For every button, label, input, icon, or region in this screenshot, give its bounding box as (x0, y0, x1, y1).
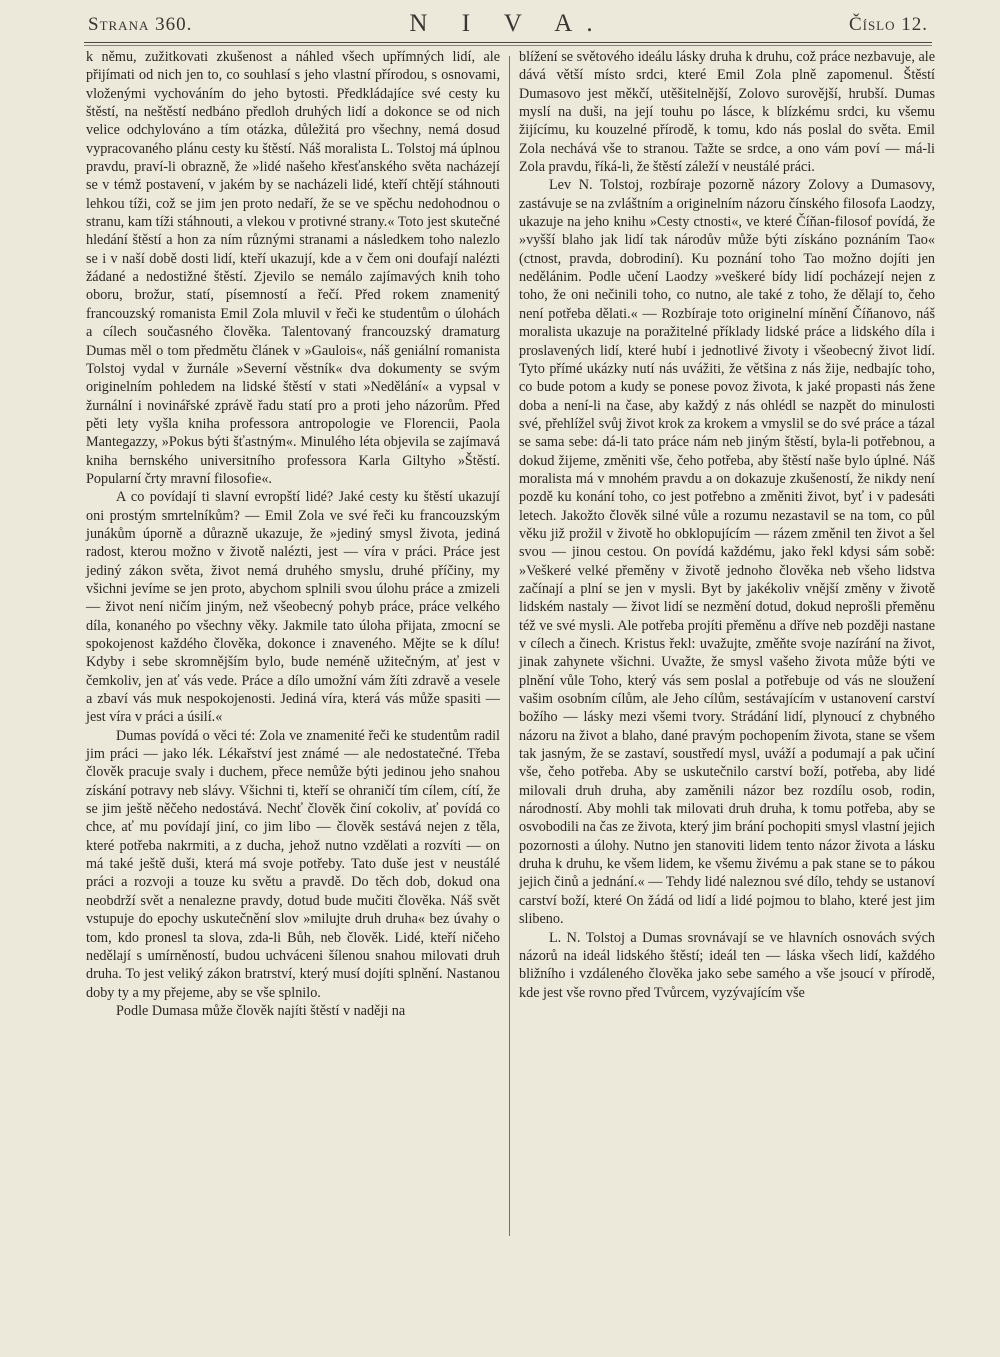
left-paragraph-2: A co povídají ti slavní evropští lidé? Jaké cesty ku štěstí ukazují oni prostým smrtelníkům? — Emil Zola ve své řeči ku francouzským junákům úporně a důrazně ukazuje, že »jediný smysl života, jediná radost, kterou možno v životě nalézti, jest — víra v práci. Práce jest jediný zákon světa, život nemá druhého smyslu, druhé příčiny, my všichni jevíme se jen proto, abychom splnili svou úlohu práce a zmizeli — život není ničím jiným, než všeobecný pohyb práce, práce velkého díla, konaného po všechny věky. Jakmile tato úloha přijata, zmocní se spokojenost každého člověka, dokonce i znaveného. Mějte se k dílu! Kdyby i sebe skromnějším bylo, bude neméně užitečným, ať jest v čemkoliv, jen ať vás vede. Práce a dílo umožní vám žíti zdravě a vesele a zbaví vás muk nespokojenosti. Jediná víra, která vás může spasiti — jest víra v práci a úsilí.« (86, 489, 500, 726)
left-column (86, 48, 500, 1020)
left-paragraph-4: Podle Dumasa může člověk najíti štěstí v naději na (116, 1002, 406, 1019)
left-paragraph-1: k němu, zužitkovati zkušenost a náhled všech upřímných lidí, ale přijímati od nich jen to, co souhlasí s jeho vlastní přírodou, s osnovami, vloženými vychováním do jeho bytosti. Předkládajíce své cesty ku štěstí, na neštěstí nedbáno předloh druhých lidí a dokonce se od nich velice odchylováno a tím otázka, důležitá pro všechny, nemá dosud vypracovaného plánu cesty ku štěstí. Náš moralista L. Tolstoj má úplnou pravdu, praví-li obrazně, že »lidé našeho křesťanského světa nacházejí se v témž postavení, v jakém by se nacházeli lidé, kteří chtějí stáhnouti lehkou tíži, což se jim jen proto nedaří, že se ve spěchu nedohodnou o stranu, kam tíži stáhnouti, a vlekou v protivné strany.« Toto jest skutečné hledání štěstí a hon za ním různými stranami a následkem toho nalezlo se i v naší době dosti lidí, kteří ukazují, kde a v čem oni doufají nalézti žádané a nedostižné štěstí. Zjevilo se nemálo zajímavých knih toho oboru, brožur, statí, písemností a řečí. Před rokem znamenitý francouzský romanista Emil Zola mluvil v řeči ke studentům o úlohách a cílech současného člověka. Talentovaný francouzský dramaturg Dumas měl o tom předmětu článek v »Gaulois«, náš geniální romanista Tolstoj vydal v žurnále »Severní věstník« dva dokumenty se svým originelním pohledem na lidské štěstí v stati »Nedělání« a vypsal v žurnální i novinářské zprávě řadu statí pro a proti jeho názorům. Před pěti lety vyšla kniha professora antropologie ve Florencii, Paola Mantegazzy, »Pokus býti šťastným«. Minulého léta objevila se zajímavá kniha bernského universitního professora Karla Giltyho »Štěstí. Popularní črty mravní filosofie«. (86, 49, 500, 487)
right-column (519, 48, 935, 1002)
journal-title: N I V A. (409, 10, 607, 37)
right-paragraph-1: blížení se světového ideálu lásky druha k druhu, což práce nezbavuje, ale dává větší místo srdci, které Emil Zola plně zapomenul. Štěstí Dumasovo jest měkčí, utěšitelnější, Zolovo surovější, hrubší. Dumas myslí na duši, na její touhu po lásce, k blízkému srdci, ku všemu žijícímu, ku kouzelné přírodě, k tomu, kdo nás poslal do světa. Emil Zola nechává vše to stranou. Tažte se srdce, a ono vám poví — má-li Zola pravdu, říká-li, že štěstí záleží v neustálé práci. (519, 49, 935, 176)
header-rule (84, 42, 932, 46)
page-number: Strana 360. (88, 14, 193, 35)
right-paragraph-3: L. N. Tolstoj a Dumas srovnávají se ve hlavních osnovách svých názorů na ideál lidského štěstí; ideál ten — láska všech lidí, každého bližního i vzdáleného člověka jako sebe samého a vše jsoucí v přírodě, kde jest vše rovno před Tvůrcem, vyzývajícím vše (519, 929, 935, 1001)
right-paragraph-2: Lev N. Tolstoj, rozbíraje pozorně názory Zolovy a Dumasovy, zastávuje se na zvláštním a originelním názoru čínského filosofa Laodzy, ukazuje na jeho knihu »Cesty ctnosti«, ve které Číňan-filosof povídá, že »vyšší blaho jak lidí tak národův může býti získáno poznáním Tao« (ctnost, pravda, dobrodiní). Ku poznání toho Tao možno dojíti jen nedělánim. Podle učení Laodzy »veškeré bídy lidí pocházejí nejen z toho, že oni nečinili toho, co nutno, ale také z toho, že dělají to, čeho není potřeba dělati.« — Rozbíraje toto originelní mínění Číňanovo, náš moralista ukazuje na poražitelné příklady lidské práce a lidského díla i proslavených lidí, které hubí i jednotlivé životy i všeobecný život lidí. Tyto přímé ukázky nutí nás uvážiti, že většina z nás žije, nedbajíc toho, co bude potom a kudy se ponese povoz života, k jaké propasti nás žene doba a není-li na čase, aby každý z nás ohlédl se nazpět do minulosti své, přehlížel svůj život krok za krokem a vmyslil se do své práce a tázal se sama sebe: dá-li tato práce nám neb jiným štěstí, byla-li potřebnou, a dokud žijeme, změniti vše, čeho potřeba, aby štěstí naše bylo úplné. Náš moralista má v mnohém pravdu a on dokazuje zkušeností, že nikdy není pozdě ku konání toho, co jest potřebno a změniti život, byť i v padesáti letech. Jakožto člověk silné vůle a rozumu nezastavil se na tom, co půl věku již prožil v životě ho obklopujícím — rázem změnil ten život a šel svou — jinou cestou. On povídá každému, jako řekl kdysi sám sobě: »Veškeré velké přeměny v životě jednoho člověka neb všeho lidstva začínají a plní se jen v mysli. Byt by jakékoliv vnější změny v životě lidském nastaly — život lidí se nezmění dotud, dokud neprošli přeměnu též ve své mysli. Ale potřeba projíti přeměnu a dříve neb později nastane v cílech a činech. Kristus řekl: uvažujte, změňte svoje nazírání na život, jinak zahynete všichni. Uvažte, že smysl vašeho života může býti ve plnění vůle Toho, který vás sem poslal a potřebuje od vás ne sloužení vašim osobním cílům, ale Jeho cílům, sestávajícím v ustanovení carství božího — lásky mezi všemi tvory. Strádání lidí, plynoucí z chybného názoru na život a blaho, dané pravým pochopením života, stane se všem tak jasným, že se zastaví, soustředí mysl, uváží a podumají a pak učiní vše, čeho potřeba. Aby se uskutečnilo carství boží, potřeba, aby lidé milovali druh druha, aby zaměnili názor bez rozdílu osob, rodin, národností. Aby mohli tak milovati druh druha, k tomu potřeba, aby se osvobodili na čas ze života, který jim brání pochopiti smysl vlastní jejich pozornosti a úlohy. Nutno jen stanoviti lidem tento názor života a lásku druha k druhu, ke všem lidem, ke všemu živému a pak stane se to pákou jejich činů a jednání.« — Tehdy lidé naleznou své dílo, tehdy se ustanoví carství boží, které On žádá od lidí a lidé pojmou to blaho, které jest jim slibeno. (519, 177, 935, 928)
page-header (88, 10, 928, 38)
column-divider (509, 56, 510, 1236)
issue-number: Číslo 12. (848, 14, 928, 35)
left-paragraph-3: Dumas povídá o věci té: Zola ve znamenité řeči ke studentům radil jim práci — jako lék. Lékařství jest známé — ale nedostatečné. Třeba člověk pracuje svaly i duchem, přece nemůže býti jedinou jeho snahou získání potravy neb slávy. Všichni ti, kteří se ohraničí tím cílem, cítí, že se jim ještě něčeho nedostává. Nechť člověk činí cokoliv, ať povídá co chce, ať mu povídají jiní, co jim libo — člověk sestává nejen z těla, které potřeba nakrmiti, a z ducha, jehož nutno vzdělati a rozvíti — on má také ještě duši, která má svoje potřeby. Tato duše jest v neustálé práci a rozvoji a touze ku světu a pravdě. Do těch dob, dokud ona neobdrží svět a nenalezne pravdy, dotud bude mučiti člověka. Náš svět vstupuje do epochy uskutečnění slov »milujte druh druha« bez úvahy o tom, kdo pronesl ta slova, zda-li Bůh, neb člověk. Lidé, kteří ničeho nedělají s umírněností, budou uchváceni šílenou snahou milovati druh druha. To jest veliký zákon bratrství, který musí dojíti splnění. Nastanou doby ty a my přejeme, aby se vše splnilo. (86, 727, 500, 1001)
